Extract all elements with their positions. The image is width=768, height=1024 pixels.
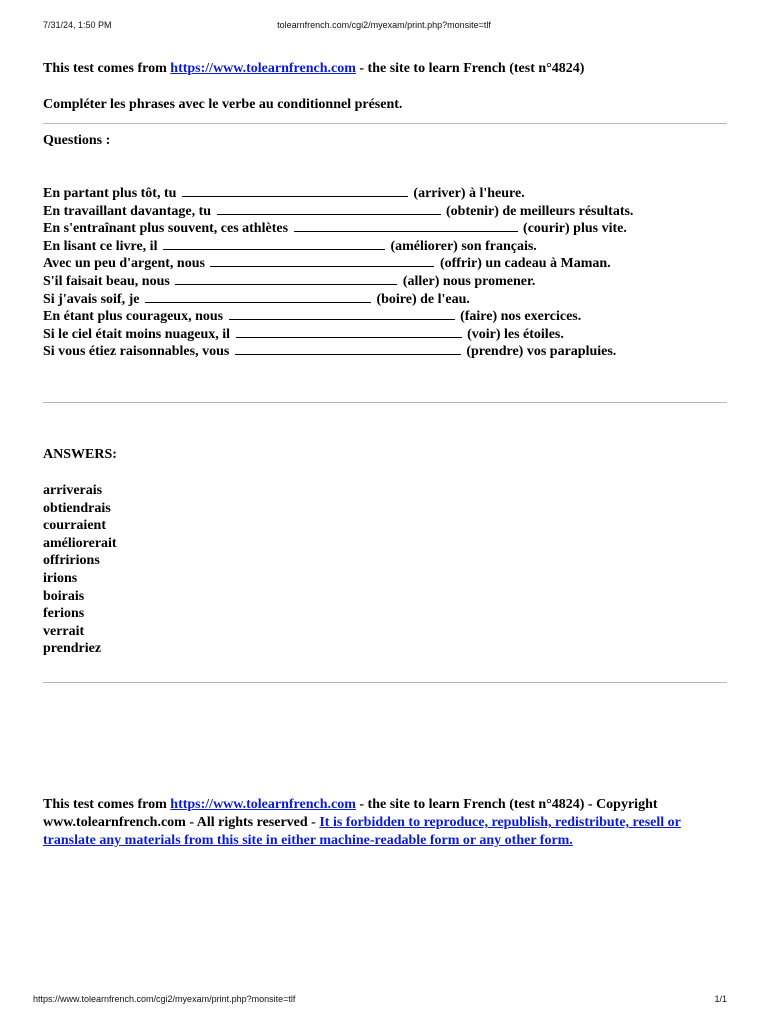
question-row [43,218,727,236]
answer-item: prendriez [43,641,102,657]
question-text-after: (améliorer) son français. [390,238,537,254]
separator-bottom [43,682,727,683]
footer-prefix: This test comes from [43,797,171,812]
questions-list [43,183,727,359]
question-text-before: En s'entraînant plus souvent, ces athlètes [43,221,289,237]
answer-blank[interactable] [163,236,385,250]
answer-item: verrait [43,623,85,639]
question-text-after: (offrir) un cadeau à Maman. [439,256,611,272]
question-text-before: Si le ciel était moins nuageux, il [43,326,231,342]
questions-title: Questions : [43,133,111,148]
answer-blank[interactable] [235,341,461,355]
question-row [43,183,727,201]
intro-suffix: - the site to learn French (test n°4824) [355,61,585,76]
answer-blank[interactable] [182,183,408,197]
answer-blank[interactable] [217,201,441,215]
instruction: Compléter les phrases avec le verbe au conditionnel présent. [43,97,403,112]
question-text-after: (boire) de l'eau. [376,291,470,307]
question-text-after: (courir) plus vite. [523,221,627,237]
answer-item: courraient [43,518,106,534]
question-text-after: (obtenir) de meilleurs résultats. [446,203,634,219]
answers-list [43,482,117,658]
intro-block [43,60,727,114]
question-text-after: (voir) les étoiles. [467,326,564,342]
print-page-number: 1/1 [714,994,727,1004]
question-text-after: (arriver) à l'heure. [413,186,525,201]
question-row [43,271,727,289]
answer-item: offririons [43,553,100,569]
print-datetime: 7/31/24, 1:50 PM [43,20,112,30]
question-row [43,289,727,307]
question-row [43,201,727,219]
answer-item: ferions [43,606,85,622]
question-text-before: En lisant ce livre, il [43,238,158,254]
answer-blank[interactable] [210,253,434,267]
answer-item: améliorerait [43,535,117,551]
question-text-before: S'il faisait beau, nous [43,273,170,289]
print-url: tolearnfrench.com/cgi2/myexam/print.php?monsite=tlf [277,20,491,30]
print-footer-url: https://www.tolearnfrench.com/cgi2/myexam/print.php?monsite=tlf [33,994,296,1004]
question-text-after: (aller) nous promener. [402,273,536,289]
question-text-before: Si j'avais soif, je [43,291,140,307]
question-row [43,324,727,342]
footer-middle: - the site to learn French (test n°4824) - Copyright www.tolearnfrench.com - All rights reserved - [43,797,658,830]
question-row [43,306,727,324]
answer-blank[interactable] [145,289,371,303]
question-text-after: (faire) nos exercices. [460,309,582,325]
answer-item: irions [43,570,78,586]
separator-middle [43,402,727,403]
answer-blank[interactable] [294,218,518,232]
question-row [43,253,727,271]
question-text-before: En partant plus tôt, tu [43,186,177,201]
answer-blank[interactable] [175,271,397,285]
question-text-before: Si vous étiez raisonnables, vous [43,344,230,360]
answers-title: ANSWERS: [43,447,117,462]
answer-blank[interactable] [236,324,462,338]
site-link[interactable]: https://www.tolearnfrench.com [170,61,356,76]
question-text-before: Avec un peu d'argent, nous [43,256,205,272]
question-text-before: En étant plus courageux, nous [43,309,224,325]
question-text-after: (prendre) vos parapluies. [466,344,617,360]
answer-item: arriverais [43,483,103,498]
footer-site-link[interactable]: https://www.tolearnfrench.com [170,797,356,812]
separator-top [43,123,727,124]
intro-prefix: This test comes from [43,61,171,76]
question-row [43,236,727,254]
answer-item: boirais [43,588,85,604]
question-text-before: En travaillant davantage, tu [43,203,212,219]
question-row [43,341,727,359]
answer-blank[interactable] [229,306,455,320]
footer-notice-link[interactable]: It is forbidden to reproduce, republish, redistribute, resell or translate any materials from this site in either machine-readable form or any other form. [43,815,681,848]
intro-line [43,60,727,78]
answer-item: obtiendrais [43,500,111,516]
copyright-footer [43,796,727,850]
